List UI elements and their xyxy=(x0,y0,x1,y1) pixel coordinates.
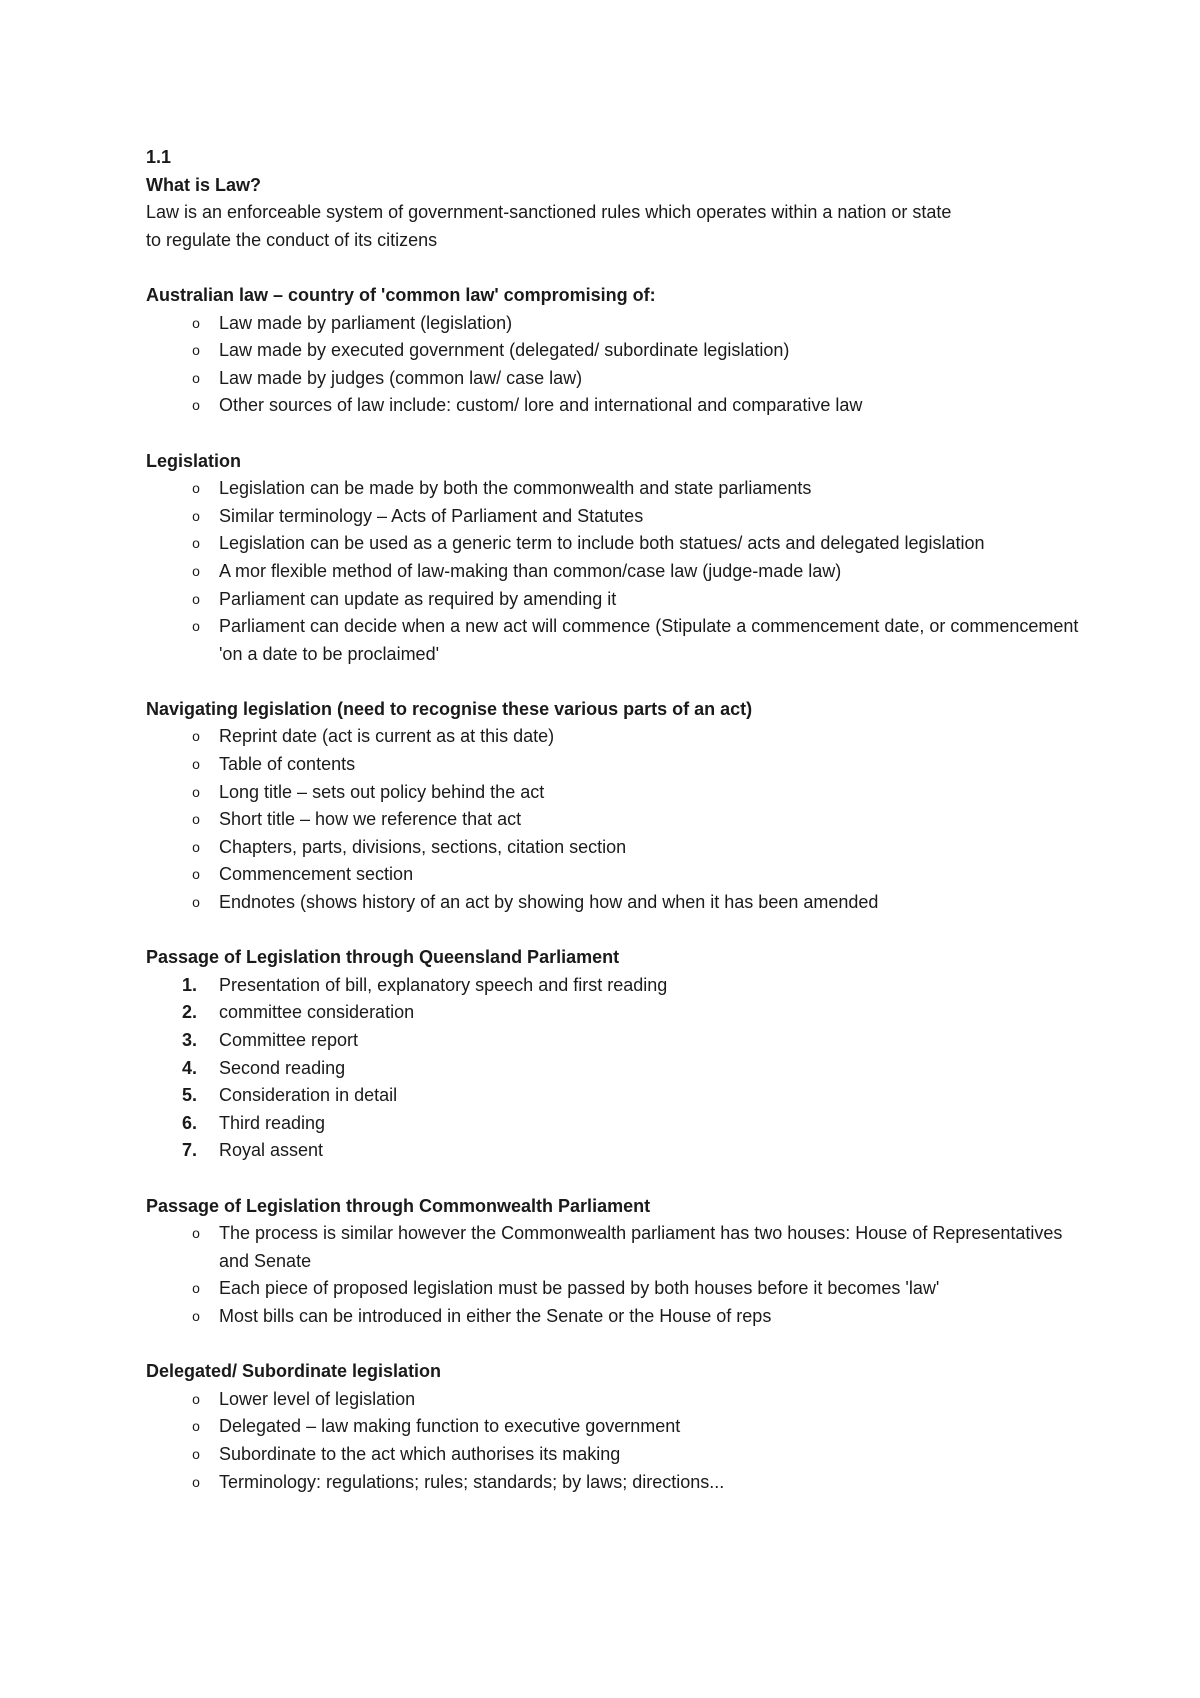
list-item-text: Law made by executed government (delegated/ subordinate legislation) xyxy=(219,340,790,361)
numbered-item xyxy=(146,1137,1080,1165)
list-item-text: Parliament can decide when a new act will commence (Stipulate a commencement date, or commencement 'on a date to be proclaimed' xyxy=(219,616,1079,664)
step-number: 4. xyxy=(182,1057,198,1078)
step-number: 1. xyxy=(182,974,198,995)
list-item xyxy=(146,392,1080,420)
list-item-text: Similar terminology – Acts of Parliament and Statutes xyxy=(219,505,644,526)
list-item-text: Commencement section xyxy=(219,864,414,885)
numbered-item xyxy=(146,1082,1080,1110)
step-number: 6. xyxy=(182,1112,198,1133)
spacer xyxy=(146,917,1080,945)
list-item-text: A mor flexible method of law-making than common/case law (judge-made law) xyxy=(219,560,842,581)
step-text: Consideration in detail xyxy=(219,1085,398,1106)
numbered-item xyxy=(146,1055,1080,1083)
step-text: Committee report xyxy=(219,1030,359,1050)
list-item-text: Delegated – law making function to executive government xyxy=(219,1416,681,1437)
heading-what-is-law: What is Law? xyxy=(146,174,262,195)
list-item xyxy=(146,751,1080,779)
list-item xyxy=(146,475,1080,503)
hollow-bullet-icon: o xyxy=(192,866,200,883)
spacer xyxy=(146,420,1080,448)
hollow-bullet-icon: o xyxy=(192,369,200,386)
step-number: 2. xyxy=(182,1002,198,1023)
step-text: Third reading xyxy=(219,1112,326,1133)
step-number: 7. xyxy=(182,1140,198,1161)
list-item-text: Short title – how we reference that act xyxy=(219,809,522,830)
list-item xyxy=(146,779,1080,807)
section-heading-queensland-passage: Passage of Legislation through Queensland Parliament xyxy=(146,947,620,968)
section-heading-legislation: Legislation xyxy=(146,450,242,471)
list-item xyxy=(146,723,1080,751)
list-item xyxy=(146,586,1080,614)
step-text: Royal assent xyxy=(219,1140,324,1161)
list-item-text: The process is similar however the Commonwealth parliament has two houses: House of Representatives and Senate xyxy=(219,1223,1063,1271)
list-item xyxy=(146,1303,1080,1331)
spacer xyxy=(146,254,1080,282)
list-item-text: Other sources of law include: custom/ lore and international and comparative law xyxy=(219,395,863,416)
section-heading-commonwealth-passage: Passage of Legislation through Commonwealth Parliament xyxy=(146,1195,651,1216)
list-item xyxy=(146,558,1080,586)
list-item-text: Parliament can update as required by amending it xyxy=(219,588,617,609)
spacer xyxy=(146,668,1080,696)
step-text: Second reading xyxy=(219,1057,346,1078)
numbered-item xyxy=(146,999,1080,1027)
list-item xyxy=(146,365,1080,393)
delegated-legislation-list xyxy=(146,1386,1080,1496)
list-item-text: Endnotes (shows history of an act by showing how and when it has been amended xyxy=(219,892,879,913)
list-item xyxy=(146,1220,1080,1275)
list-item-text: Law made by parliament (legislation) xyxy=(219,312,513,333)
hollow-bullet-icon: o xyxy=(192,894,200,911)
section-heading-australian-law: Australian law – country of 'common law' compromising of: xyxy=(146,284,656,305)
definition-line-1: Law is an enforceable system of government-sanctioned rules which operates within a nation or state xyxy=(146,202,952,223)
step-text: Presentation of bill, explanatory speech and first reading xyxy=(219,974,668,995)
list-item xyxy=(146,861,1080,889)
legislation-list xyxy=(146,475,1080,668)
hollow-bullet-icon: o xyxy=(192,1473,200,1490)
list-item-text: Legislation can be made by both the commonwealth and state parliaments xyxy=(219,478,812,499)
hollow-bullet-icon: o xyxy=(192,314,200,331)
list-item-text: Table of contents xyxy=(219,754,356,775)
list-item xyxy=(146,834,1080,862)
hollow-bullet-icon: o xyxy=(192,535,200,552)
list-item xyxy=(146,806,1080,834)
hollow-bullet-icon: o xyxy=(192,507,200,524)
hollow-bullet-icon: o xyxy=(192,590,200,607)
list-item xyxy=(146,613,1080,668)
list-item-text: Subordinate to the act which authorises its making xyxy=(219,1443,621,1464)
hollow-bullet-icon: o xyxy=(192,838,200,855)
list-item-text: Terminology: regulations; rules; standards; by laws; directions... xyxy=(219,1471,725,1492)
hollow-bullet-icon: o xyxy=(192,728,200,745)
definition-line-2: to regulate the conduct of its citizens xyxy=(146,229,438,250)
hollow-bullet-icon: o xyxy=(192,811,200,828)
hollow-bullet-icon: o xyxy=(192,1418,200,1435)
hollow-bullet-icon: o xyxy=(192,756,200,773)
hollow-bullet-icon: o xyxy=(192,1225,200,1242)
spacer xyxy=(146,1331,1080,1359)
hollow-bullet-icon: o xyxy=(192,397,200,414)
list-item-text: Reprint date (act is current as at this date) xyxy=(219,726,555,747)
list-item-text: Lower level of legislation xyxy=(219,1388,416,1409)
hollow-bullet-icon: o xyxy=(192,783,200,800)
list-item-text: Most bills can be introduced in either the Senate or the House of reps xyxy=(219,1305,772,1326)
list-item-text: Long title – sets out policy behind the act xyxy=(219,781,545,802)
section-heading-delegated-legislation: Delegated/ Subordinate legislation xyxy=(146,1361,442,1382)
section-number: 1.1 xyxy=(146,147,172,167)
list-item xyxy=(146,1441,1080,1469)
hollow-bullet-icon: o xyxy=(192,1445,200,1462)
list-item-text: Legislation can be used as a generic term to include both statues/ acts and delegated legislation xyxy=(219,533,985,554)
navigating-legislation-list xyxy=(146,723,1080,916)
numbered-item xyxy=(146,972,1080,1000)
list-item xyxy=(146,337,1080,365)
list-item xyxy=(146,310,1080,338)
list-item-text: Law made by judges (common law/ case law) xyxy=(219,367,583,388)
australian-law-list xyxy=(146,310,1080,420)
hollow-bullet-icon: o xyxy=(192,1307,200,1324)
hollow-bullet-icon: o xyxy=(192,618,200,635)
list-item xyxy=(146,1469,1080,1497)
list-item xyxy=(146,530,1080,558)
hollow-bullet-icon: o xyxy=(192,562,200,579)
hollow-bullet-icon: o xyxy=(192,1280,200,1297)
list-item xyxy=(146,1275,1080,1303)
list-item-text: Each piece of proposed legislation must be passed by both houses before it becomes 'law' xyxy=(219,1278,940,1299)
list-item xyxy=(146,1413,1080,1441)
numbered-item xyxy=(146,1110,1080,1138)
hollow-bullet-icon: o xyxy=(192,342,200,359)
step-text: committee consideration xyxy=(219,1002,415,1023)
commonwealth-list xyxy=(146,1220,1080,1330)
spacer xyxy=(146,1165,1080,1193)
hollow-bullet-icon: o xyxy=(192,1390,200,1407)
hollow-bullet-icon: o xyxy=(192,480,200,497)
list-item xyxy=(146,889,1080,917)
queensland-steps-list xyxy=(146,972,1080,1165)
list-item-text: Chapters, parts, divisions, sections, citation section xyxy=(219,836,627,857)
list-item xyxy=(146,1386,1080,1414)
numbered-item xyxy=(146,1027,1080,1055)
step-number: 3. xyxy=(182,1030,198,1050)
list-item xyxy=(146,503,1080,531)
step-number: 5. xyxy=(182,1085,198,1106)
section-heading-navigating-legislation: Navigating legislation (need to recognise these various parts of an act) xyxy=(146,698,753,719)
